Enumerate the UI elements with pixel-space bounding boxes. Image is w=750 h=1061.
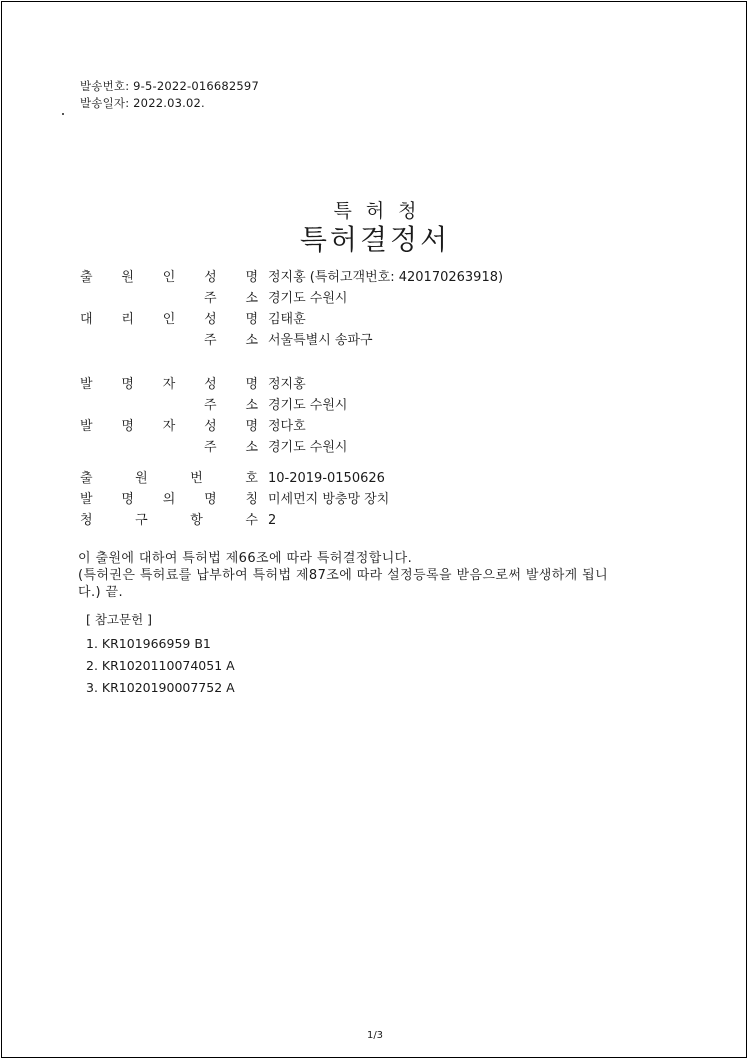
reference-item: 3. KR1020190007752 A xyxy=(86,680,235,695)
label-char: 명 xyxy=(245,270,258,285)
label-char: 리 xyxy=(121,312,134,327)
label-char: 명 xyxy=(245,419,258,434)
label-char: 호 xyxy=(245,471,258,486)
label-char: 명 xyxy=(121,492,134,507)
label-char: 발 xyxy=(80,492,93,507)
label-char: 원 xyxy=(135,471,148,486)
application-number: 10-2019-0150626 xyxy=(268,471,385,486)
applicant-address-label xyxy=(204,289,258,309)
send-date: 발송일자: 2022.03.02. xyxy=(80,96,205,110)
label-char: 소 xyxy=(245,440,258,455)
label-char: 인 xyxy=(162,270,176,285)
label-char: 청 xyxy=(80,513,93,528)
inventor-name: 정다호 xyxy=(268,419,306,434)
label-char: 소 xyxy=(245,333,258,348)
label-char: 발 xyxy=(80,377,93,392)
label-char: 자 xyxy=(162,377,176,392)
label-char: 주 xyxy=(204,440,217,455)
label-char: 출 xyxy=(80,471,93,486)
label-char: 구 xyxy=(135,513,148,528)
label-char: 번 xyxy=(190,471,203,486)
label-char: 주 xyxy=(204,291,217,306)
label-char: 항 xyxy=(190,513,203,528)
label-char: 명 xyxy=(245,377,258,392)
agent-name: 김태훈 xyxy=(268,312,306,327)
claims-count-label xyxy=(80,511,258,531)
label-char: 주 xyxy=(204,398,217,413)
label-char: 명 xyxy=(121,419,134,434)
page-number: 1/3 xyxy=(366,1030,384,1041)
label-char: 칭 xyxy=(245,492,258,507)
send-number: 발송번호: 9-5-2022-016682597 xyxy=(80,79,259,93)
applicant-name-label xyxy=(80,268,258,288)
invention-title-label xyxy=(80,490,258,510)
label-char: 소 xyxy=(245,291,258,306)
label-char: 성 xyxy=(204,377,217,392)
label-char: 발 xyxy=(80,419,93,434)
applicant-address: 경기도 수원시 xyxy=(268,291,348,306)
label-char: 수 xyxy=(245,513,258,528)
agent-address-label xyxy=(204,331,258,351)
inventor-address: 경기도 수원시 xyxy=(268,440,348,455)
registration-note: (특허권은 특허료를 납부하여 특허법 제87조에 따라 설정등록을 받음으로써 발생하게 됩니 xyxy=(78,568,609,583)
registration-note-end: 다.) 끝. xyxy=(78,585,123,600)
label-char: 자 xyxy=(162,419,176,434)
label-char: 성 xyxy=(204,312,217,327)
inventor-name: 정지홍 xyxy=(268,377,306,392)
inventor-address: 경기도 수원시 xyxy=(268,398,348,413)
label-char: 인 xyxy=(162,312,176,327)
invention-title: 미세먼지 방충망 장치 xyxy=(268,492,390,507)
decision-statement: 이 출원에 대하여 특허법 제66조에 따라 특허결정합니다. xyxy=(78,551,413,566)
label-char: 의 xyxy=(162,492,176,507)
inventor-address-label xyxy=(204,438,258,458)
label-char: 성 xyxy=(204,270,217,285)
applicant-name: 정지홍 (특허고객번호: 420170263918) xyxy=(268,270,504,285)
label-char: 명 xyxy=(245,312,258,327)
label-char: 출 xyxy=(80,270,93,285)
label-char: 명 xyxy=(204,492,217,507)
label-char: 주 xyxy=(204,333,217,348)
references-heading: [ 참고문헌 ] xyxy=(86,612,153,627)
reference-item: 2. KR1020110074051 A xyxy=(86,658,235,673)
scan-speck xyxy=(62,113,64,115)
reference-item: 1. KR101966959 B1 xyxy=(86,636,211,651)
inventor-name-label xyxy=(80,375,258,395)
inventor-name-label xyxy=(80,417,258,437)
claims-count: 2 xyxy=(268,513,277,528)
label-char: 명 xyxy=(121,377,134,392)
agent-address: 서울특별시 송파구 xyxy=(268,333,373,348)
inventor-address-label xyxy=(204,396,258,416)
agency-name: 특허청 xyxy=(333,200,431,222)
document-title: 특허결정서 xyxy=(299,223,451,256)
application-number-label xyxy=(80,469,258,489)
label-char: 소 xyxy=(245,398,258,413)
agent-name-label xyxy=(80,310,258,330)
label-char: 성 xyxy=(204,419,217,434)
label-char: 대 xyxy=(80,312,93,327)
label-char: 원 xyxy=(121,270,134,285)
